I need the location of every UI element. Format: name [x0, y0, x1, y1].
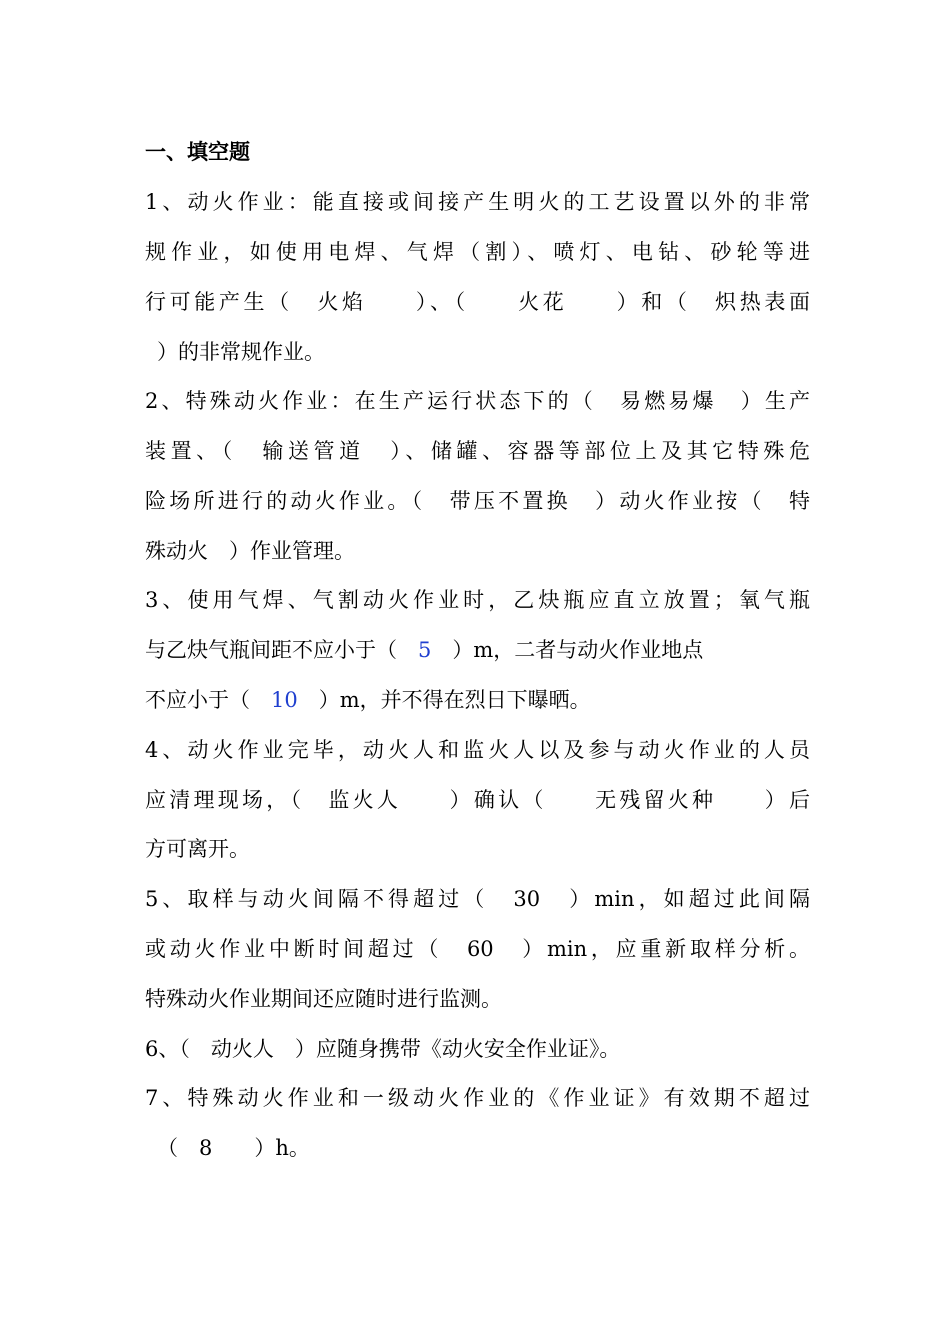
- question-3-line-3-end: ）m，并不得在烈日下曝晒。: [297, 688, 591, 712]
- question-3-line-2: [145, 632, 810, 668]
- question-7-line-2: （ 8 ）h。: [157, 1136, 310, 1160]
- question-1-line-3: 行可能产生（ 火焰 ）、（ 火花 ）和（ 炽热表面: [145, 290, 810, 314]
- question-4-line-1: 4、动火作业完毕，动火人和监火人以及参与动火作业的人员: [145, 738, 810, 762]
- question-3-line-1: 3、使用气焊、气割动火作业时，乙炔瓶应直立放置；氧气瓶: [145, 588, 810, 612]
- answer-distance-1: 5: [418, 638, 432, 662]
- section-title: 一、填空题: [145, 140, 250, 164]
- question-3-line-3: [145, 682, 810, 718]
- question-3-line-3-start: 不应小于（: [145, 688, 271, 712]
- question-2-line-1: 2、特殊动火作业：在生产运行状态下的（ 易燃易爆 ）生产: [145, 389, 810, 413]
- answer-distance-2: 10: [271, 688, 298, 712]
- question-2-line-4: 殊动火 ）作业管理。: [145, 539, 355, 563]
- question-5-line-1: 5、取样与动火间隔不得超过（ 30 ）min，如超过此间隔: [145, 887, 810, 911]
- question-4-line-3: 方可离开。: [145, 837, 250, 861]
- question-1-line-2: 规作业，如使用电焊、气焊（割）、喷灯、电钻、砂轮等进: [145, 240, 810, 264]
- question-3-line-2-start: 与乙炔气瓶间距不应小于（: [145, 638, 418, 662]
- question-3-line-2-end: ）m，二者与动火作业地点: [431, 638, 704, 662]
- question-5-line-2: 或动火作业中断时间超过（ 60 ）min，应重新取样分析。: [145, 937, 810, 961]
- question-7-line-1: 7、特殊动火作业和一级动火作业的《作业证》有效期不超过: [145, 1086, 810, 1110]
- question-1-line-1: 1、动火作业：能直接或间接产生明火的工艺设置以外的非常: [145, 190, 810, 214]
- question-2-line-3: 险场所进行的动火作业。（ 带压不置换 ）动火作业按（ 特: [145, 489, 810, 513]
- question-2-line-2: 装置、（ 输送管道 ）、储罐、容器等部位上及其它特殊危: [145, 439, 810, 463]
- question-6-line-1: 6、（ 动火人 ）应随身携带《动火安全作业证》。: [145, 1037, 621, 1061]
- question-1-line-4: ）的非常规作业。: [157, 340, 325, 364]
- question-5-line-3: 特殊动火作业期间还应随时进行监测。: [145, 987, 502, 1011]
- question-4-line-2: 应清理现场，（ 监火人 ）确认（ 无残留火种 ）后: [145, 788, 810, 812]
